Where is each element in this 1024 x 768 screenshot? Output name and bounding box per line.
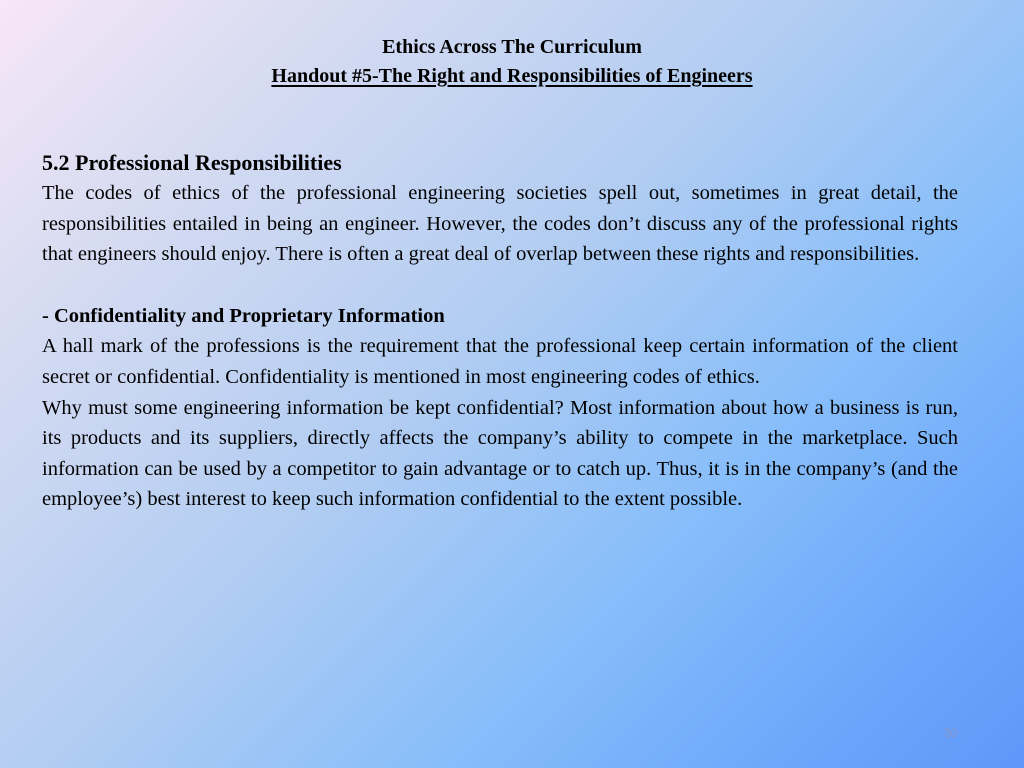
section-intro-paragraph: The codes of ethics of the professional engineering societies spell out, sometimes in great detail, the responsibilities entailed in being an engineer. However, the codes don’t discuss any of the professional rights that engineers should enjoy. There is often a great deal of overlap between these rights and responsibilities. <box>42 182 958 266</box>
paragraph-spacer <box>42 270 958 301</box>
subsection-heading: - Confidentiality and Proprietary Information <box>42 304 445 327</box>
proprietary-info-paragraph: Why must some engineering information be kept confidential? Most information about how a business is run, its products and its suppliers, directly affects the company’s ability to compete in the marketplace. Such information can be used by a competitor to gain advantage or to catch up. Thus, it is in the company’s (and the employee’s) best interest to keep such information confidential to the extent possible. <box>42 396 958 511</box>
page-number: 30 <box>944 726 958 740</box>
slide-subtitle: Handout #5-The Right and Responsibilities of Engineers <box>271 65 753 87</box>
slide-header <box>0 33 1024 91</box>
confidentiality-paragraph: A hall mark of the professions is the requirement that the professional keep certain information of the client secret or confidential. Confidentiality is mentioned in most engineering codes of ethics. <box>42 335 958 388</box>
slide-body <box>42 148 958 515</box>
slide-title: Ethics Across The Curriculum <box>382 36 642 58</box>
section-heading: 5.2 Professional Responsibilities <box>42 150 342 175</box>
